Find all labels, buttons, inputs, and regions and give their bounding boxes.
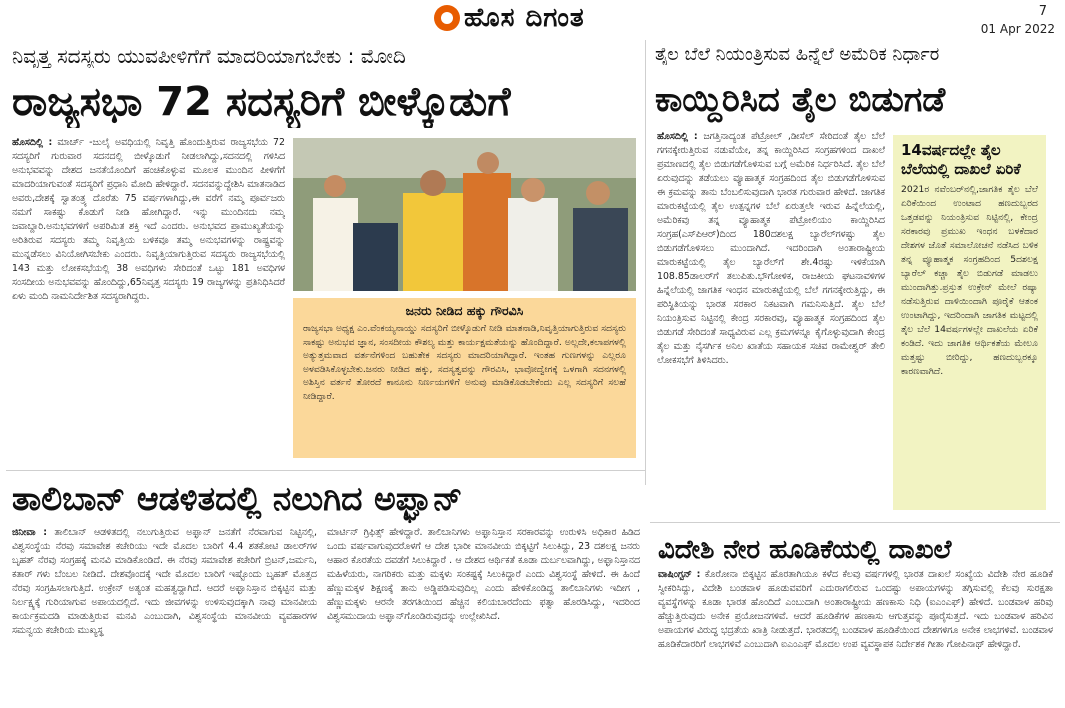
story1-headline: ರಾಜ್ಯಸಭಾ 72 ಸದಸ್ಯರಿಗೆ ಬೀಳ್ಕೊಡುಗೆ	[12, 79, 511, 125]
row-divider	[6, 470, 646, 471]
story1-dateline: ಹೊಸದಿಲ್ಲಿ :	[12, 137, 53, 148]
story2-sidebar-text: 2021ರ ನವೆಂಬರ್‌ನಲ್ಲಿ,ಜಾಗತಿಕ ತೈಲ ಬೆಲೆ ಏರಿಕೆಯಿಂದ ಉಂಟಾದ ಹಣದುಬ್ಬರದ ಒತ್ತಡವನ್ನು ನಿಯಂತ್ರಿಸುವ ನಿಟ್ಟಿನಲ್ಲಿ, ಕೇಂದ್ರ ಸರಕಾರವು ಪ್ರಮುಖ ಇಂಧನ ಬಳಕೆದಾರ ದೇಶಗಳ ಜೊತೆ ಸಮಾಲೋಚನೆ ನಡೆಸಿದ ಬಳಿಕ ತನ್ನ ವ್ಯೂಹಾತ್ಮಕ ಸಂಗ್ರಹದಿಂದ 5ದಶಲಕ್ಷ ಬ್ಯಾರೆಲ್ ಕಚ್ಚಾ ತೈಲ ಬಿಡುಗಡೆ ಮಾಡಲು ಮುಂದಾಗಿತ್ತು.ಪ್ರಸ್ತುತ ಉಕ್ರೇನ್ ಮೇಲೆ ರಷ್ಯಾ ನಡೆಸುತ್ತಿರುವ ದಾಳಿಯಿಂದಾಗಿ ಪೂರೈಕೆ ಆತಂಕ ಉಂಟಾಗಿದ್ದು, ಇದರಿಂದಾಗಿ ಜಾಗತಿಕ ಮಟ್ಟದಲ್ಲಿ ತೈಲ ಬೆಲೆ 14ವರ್ಷಗಳಲ್ಲೇ ದಾಖಲೆಯ ಏರಿಕೆ ಕಂಡಿದೆ. ಇದು ಜಾಗತಿಕ ಆರ್ಥಿಕತೆಯ ಮೇಲೂ ಮತ್ತಷ್ಟು ಬೀರಿದ್ದು, ಹಣದುಬ್ಬರಕ್ಕೂ ಕಾರಣವಾಗಿದೆ.	[901, 184, 1038, 377]
story1-photo	[293, 138, 636, 291]
story2-kicker: ತೈಲ ಬೆಲೆ ನಿಯಂತ್ರಿಸುವ ಹಿನ್ನೆಲೆ ಅಮೆರಿಕ ನಿರ್ಧಾರ	[655, 44, 940, 65]
story1-highlight-box	[293, 298, 636, 458]
story2-sidebar-title: 14ವರ್ಷದಲ್ಲೇ ತೈಲ ಬೆಲೆಯಲ್ಲಿ ದಾಖಲೆ ಏರಿಕೆ	[901, 141, 1021, 178]
story4-headline: ವಿದೇಶಿ ನೇರ ಹೂಡಿಕೆಯಲ್ಲಿ ದಾಖಲೆ	[658, 535, 952, 565]
story3-body-right: ಮಾರ್ಟಿನ್ ಗ್ರಿಫಿತ್ಸ್ ಹೇಳಿದ್ದಾರೆ. ತಾಲಿಬಾನಿಗಳು ಅಫ್ಘಾನಿಸ್ತಾನ ಸರಕಾರವನ್ನು ಉರುಳಿಸಿ ಅಧಿಕಾರ ಹಿಡಿದ ಒಂದು ವರ್ಷವಾಗುವುದರೊಳಗೆ ಆ ದೇಶ ಭಾರೀ ಮಾನವೀಯ ಬಿಕ್ಕಟ್ಟಿಗೆ ಸಿಲುಕಿದ್ದು, 23 ದಶಲಕ್ಷ ಜನರು ಆಹಾರ ಕೊರತೆಯ ದವಡೆಗೆ ಸಿಲುಕಿದ್ದಾರೆ . ಆ ದೇಶದ ಆರ್ಥಿಕತೆ ಕೂಡಾ ದುರ್ಬಲವಾಗಿದ್ದು, ಅಫ್ಘಾನಿಸ್ತಾನದ ಮಹಿಳೆಯರು, ನಾಗರಿಕರು ಮತ್ತು ಮಕ್ಕಳು ಸಂಕಷ್ಟಕ್ಕೆ ಸಿಲುಕಿದ್ದಾರೆ ಎಂದು ವಿಶ್ವಸಂಸ್ಥೆ ಹೇಳಿದೆ. ಈ ಹಿಂದೆ ಹೆಣ್ಣುಮಕ್ಕಳ ಶಿಕ್ಷಣಕ್ಕೆ ತಾನು ಅಡ್ಡಿಪಡಿಸುವುದಿಲ್ಲ ಎಂದು ಹೇಳಿಕೊಂಡಿದ್ದ ತಾಲಿಬಾನಿಗಳು ಇದೀಗ , ಹೆಣ್ಣುಮಕ್ಕಳು ಆರನೇ ತರಗತಿಯಿಂದ ಹೆಚ್ಚಿನ ಕಲಿಯಬಾರದೆಂದು ಫತ್ವಾ ಹೊರಡಿಸಿದ್ದು, ಇದರಿಂದ ವಿಶ್ವಸಮುದಾಯ ಅಫ್ಘಾನ್‌ಗೊಂಡಿರುವುದನ್ನು ಉಲ್ಲೇಖಿಸಿದೆ.	[327, 527, 640, 622]
story4-body-text: ಕೊರೋನಾ ಬಿಕ್ಕಟ್ಟಿನ ಹೊರತಾಗಿಯೂ ಕಳೆದ ಕೆಲವು ವರ್ಷಗಳಲ್ಲಿ ಭಾರತ ದಾಖಲೆ ಸಂಖ್ಯೆಯ ವಿದೇಶಿ ನೇರ ಹೂಡಿಕೆ ಸ್ವೀಕರಿಸಿದ್ದು, ವಿದೇಶಿ ಬಂಡವಾಳ ಹೂಡುವವರಿಗೆ ಎದುರಾಗಲಿರುವ ಒಂದಷ್ಟು ಅಪಾಯಗಳನ್ನು ತಗ್ಗಿಸುವಲ್ಲಿ ಕೆಲವು ಸುರಕ್ಷತಾ ವ್ಯವಸ್ಥೆಗಳನ್ನು ಕೂಡಾ ಭಾರತ ಹೊಂದಿದೆ ಎಂಬುದಾಗಿ ಅಂತಾರಾಷ್ಟ್ರೀಯ ಹಣಕಾಸು ನಿಧಿ (ಐಎಂಎಫ್) ಹೇಳಿದೆ. ಬಂಡವಾಳ ಹರಿವು ಹೆಚ್ಚುತ್ತಿರುವುದು ಅನೇಕ ಪ್ರಯೋಜನಗಳಿವೆ. ಆದರೆ ಹೂಡಿಕೆಗಳ ಹಣಕಾಸು ಆಗುತ್ತವನ್ನು ಪೂರೈಸುತ್ತದೆ. ಇದು ಬಂಡವಾಳ ಹರಿವಿನ ಅಪಾಯಗಳ ವಿರುದ್ಧ ಭದ್ರತೆಯ ಖಾತ್ರಿ ನೀಡುತ್ತದೆ. ಭಾರತದಲ್ಲಿ ಬಂಡವಾಳ ಹೂಡಿಕೆಯಿಂದ ದೇಶಗಳಿಗೂ ಅನೇಕ ಲಾಭಗಳಿವೆ. ಬಂಡವಾಳ ಹೂಡಿಕೆದಾರರಿಗೆ ಲಾಭಗಳಿವೆ ಎಂಬುದಾಗಿ ಐಎಂಎಫ್ ಮೊದಲ ಉಪ ವ್ಯವಸ್ಥಾಪಕ ನಿರ್ದೇಶಕ ಗೀತಾ ಗೋಪಿನಾಥ್ ಹೇಳಿದ್ದಾರೆ.	[658, 569, 1053, 650]
story1-body	[12, 136, 285, 458]
story1-box-text: ರಾಜ್ಯಸಭಾ ಅಧ್ಯಕ್ಷ ಎಂ.ವೆಂಕಯ್ಯನಾಯ್ಡು ಸದಸ್ಯರಿಗೆ ಬೀಳ್ಕೊಡುಗೆ ನೀಡಿ ಮಾತನಾಡಿ,ನಿವೃತ್ತಿಯಾಗುತ್ತಿರುವ ಸದಸ್ಯರು ಸಾಕಷ್ಟು ಅನುಭವ ಜ್ಞಾನ, ಸಂಸದೀಯ ಕೌಶಲ್ಯ ಮತ್ತು ಕಾರ್ಯಕ್ಷಮತೆಯನ್ನು ಹೊಂದಿದ್ದಾರೆ. ಅಲ್ಲದೇ,ಕಲಾಪಗಳಲ್ಲಿ ಅತ್ಯುತ್ತಮವಾದ ವರ್ತನೆಗಳಿಂದ ಬಹುತೇಕ ಸದಸ್ಯರು ಮಾದರಿಯಾಗಿದ್ದಾರೆ. ಇಂತಹ ಗುಣಗಳನ್ನು ಎಲ್ಲರೂ ಅಳವಡಿಸಿಕೊಳ್ಳಬೇಕು.ಜನರು ನೀಡಿದ ಹಕ್ಕು, ಸದಸ್ಯತ್ವವನ್ನು ಗೌರವಿಸಿ, ಭಾವೋದ್ವೇಗಕ್ಕೆ ಒಳಗಾಗಿ ಸದನಗಳಲ್ಲಿ ಅಶಿಸ್ತಿನ ವರ್ತನೆ ತೋರದೆ ಕಾನೂನು ನಿರ್ಣಯಗಳಿಗೆ ಅನುವು ಮಾಡಿಕೊಡಬೇಕೆಂದು ಎಲ್ಲ ಸದಸ್ಯರಿಗೆ ಸಲಹೆ ನೀಡಿದ್ದಾರೆ.	[303, 323, 626, 402]
group-photo-image	[293, 138, 636, 291]
story3-body-left	[12, 526, 317, 702]
sun-logo-icon	[434, 5, 460, 31]
story2-dateline: ಹೊಸದಿಲ್ಲಿ :	[657, 131, 698, 142]
story2-body	[657, 130, 885, 518]
page-number: 7	[1038, 4, 1047, 19]
story2-body-text: ಜಗತ್ತಿನಾದ್ಯಂತ ಪೆಟ್ರೋಲ್ ,ಡೀಸೆಲ್ ಸೇರಿದಂತೆ ತೈಲ ಬೆಲೆ ಗಗನಕ್ಕೇರುತ್ತಿರುವ ನಡುವೆಯೇ, ತನ್ನ ಕಾಯ್ದಿರಿಸಿದ ಸಂಗ್ರಹಗಳಿಂದ ದಾಖಲೆ ಪ್ರಮಾಣದಲ್ಲಿ ತೈಲ ಬಿಡುಗಡೆಗೊಳಿಸುವ ಬಗ್ಗೆ ಅಮೆರಿಕ ನಿರ್ಧರಿಸಿದೆ. ತೈಲ ಬೆಲೆ ಏರುವುದನ್ನು ತಡೆಯಲು ವ್ಯೂಹಾತ್ಮಕ ಸಂಗ್ರಹದಿಂದ ತೈಲ ಬಿಡುಗಡೆಗೊಳಿಸುವ ಈ ಕ್ರಮವನ್ನು ತಾನು ಬೆಂಬಲಿಸುವುದಾಗಿ ಭಾರತ ಗುರುವಾರ ಹೇಳಿದೆ. ಜಾಗತಿಕ ಮಾರುಕಟ್ಟೆಯಲ್ಲಿ ತೈಲ ಉತ್ಪನ್ನಗಳ ಬೆಲೆ ಏರುತ್ತಲೇ ಇರುವ ಹಿನ್ನೆಲೆಯಲ್ಲಿ, ಅಮೆರಿಕವು ತನ್ನ ವ್ಯೂಹಾತ್ಮಕ ಪೆಟ್ರೋಲಿಯಂ ಕಾಯ್ದಿರಿಸಿದ ಸಂಗ್ರಹ(ಎಸ್‌ಪಿಆರ್)ದಿಂದ 180ದಶಲಕ್ಷ ಬ್ಯಾರೆಲ್‌ಗಳಷ್ಟು ತೈಲ ಬಿಡುಗಡೆಗೊಳಿಸಲು ಮುಂದಾಗಿದೆ. ಇದರಿಂದಾಗಿ ಅಂತಾರಾಷ್ಟ್ರೀಯ ಮಾರುಕಟ್ಟೆಯಲ್ಲಿ ತೈಲ ಬ್ಯಾರೆಲ್‌ಗೆ ಶೇ.4ರಷ್ಟು ಇಳಿಕೆಯಾಗಿ 108.85ಡಾಲರ್‌ಗೆ ತಲುಪಿತು.ಭೌಗೋಳಿಕ, ರಾಜಕೀಯ ಘಟನಾವಳಿಗಳ ಹಿನ್ನೆಲೆಯಲ್ಲಿ ಜಾಗತಿಕ ಇಂಧನ ಮಾರುಕಟ್ಟೆಯಲ್ಲಿ ಬೆಲೆ ಗಗನಕ್ಕೇರುತ್ತಿದ್ದು, ಈ ಪರಿಸ್ಥಿತಿಯನ್ನು ಭಾರತ ಸರಕಾರ ನಿಕಟವಾಗಿ ಗಮನಿಸುತ್ತಿದೆ. ತೈಲ ಬೆಲೆ ನಿಯಂತ್ರಿಸುವ ನಿಟ್ಟಿನಲ್ಲಿ ಕೇಂದ್ರ ಸರಕಾರವು, ವ್ಯೂಹಾತ್ಮಕ ಸಂಗ್ರಹದಿಂದ ತೈಲ ಬಿಡುಗಡೆ ಸೇರಿದಂತೆ ಸಾಧ್ಯವಿರುವ ಎಲ್ಲ ಕ್ರಮಗಳನ್ನೂ ಕೈಗೊಳ್ಳುವುದಾಗಿ ಕೇಂದ್ರ ತೈಲ ಮತ್ತು ನೈಸರ್ಗಿಕ ಅನಿಲ ಖಾತೆಯ ಸಹಾಯಕ ಸಚಿವ ರಾಮೇಶ್ವರ್ ತೇಲಿ ಲೋಕಸಭೆಗೆ ತಿಳಿಸಿದರು.	[657, 131, 885, 366]
story4-dateline: ವಾಷಿಂಗ್ಟನ್ :	[658, 569, 701, 580]
story3-headline: ತಾಲಿಬಾನ್ ಆಡಳಿತದಲ್ಲಿ ನಲುಗಿದ ಅಫ್ಘಾನ್	[12, 479, 463, 518]
newspaper-logo	[434, 3, 585, 33]
story3-body-left-text: ತಾಲಿಬಾನ್ ಆಡಳಿತದಲ್ಲಿ ನಲುಗುತ್ತಿರುವ ಅಫ್ಘಾನ್ ಜನತೆಗೆ ನೆರವಾಗುವ ನಿಟ್ಟಿನಲ್ಲಿ, ವಿಶ್ವಸಂಸ್ಥೆಯ ನೆರವು ಸಮಾವೇಶ ಕಚೇರಿಯು ಇದೇ ಮೊದಲ ಬಾರಿಗೆ 4.4 ಶತಕೋಟಿ ಡಾಲರ್‌ಗಳ ಬೃಹತ್ ನೆರವು ಸಂಗ್ರಹಕ್ಕೆ ಮನವಿ ಮಾಡಿಕೊಂಡಿದೆ. ಈ ನೆರವು ಸಮಾವೇಶ ಕಚೇರಿಗೆ ಬ್ರಿಟನ್,ಜರ್ಮನಿ, ಕತಾರ್ ಗಳು ಬೆಂಬಲ ನೀಡಿದೆ. ದೇಶವೊಂದಕ್ಕೆ ಇದೇ ಮೊದಲ ಬಾರಿಗೆ ಇಷ್ಟೊಂದು ಬೃಹತ್ ಮೊತ್ತದ ನೆರವು ಸಂಗ್ರಹಿಸಲಾಗುತ್ತಿದೆ. ಉಕ್ರೇನ್ ಅತ್ಯಂತ ಮಹತ್ವದ್ದಾಗಿದೆ. ಆದರೆ ಅಫ್ಘಾನಿಸ್ತಾನ ಬಿಕ್ಕಟ್ಟಿನ ಮತ್ತು ನಿರ್ಲಕ್ಷ್ಯಕ್ಕೆ ಗುರಿಯಾಗುವ ಅಪಾಯದಲ್ಲಿದೆ. ಇದು ಜೀವಗಳನ್ನು ಉಳಿಸುವುದಕ್ಕಾಗಿ ನಾವು ಮಾನವೀಯ ಕಾರ್ಯಕ್ರಮದಡಿ ಮಾಡುತ್ತಿರುವ ಮನವಿ ಎಂಬುದಾಗಿ, ವಿಶ್ವಸಂಸ್ಥೆಯ ಮಾನವೀಯ ವ್ಯವಹಾರಗಳ ಸಮನ್ವಯ ಕಚೇರಿಯ ಮುಖ್ಯಸ್ಥ	[12, 527, 317, 636]
column-divider	[645, 40, 646, 485]
story2-sidebar	[893, 135, 1046, 510]
story4-body	[658, 568, 1053, 702]
story1-kicker: ನಿವೃತ್ತ ಸದಸ್ಯರು ಯುವಪೀಳಿಗೆಗೆ ಮಾದರಿಯಾಗಬೇಕು : ಮೋದಿ	[12, 44, 406, 68]
logo-text: ಹೊಸ ದಿಗಂತ	[464, 2, 585, 33]
story2-headline: ಕಾಯ್ದಿರಿಸಿದ ತೈಲ ಬಿಡುಗಡೆ	[655, 80, 946, 120]
row-divider	[650, 522, 1060, 523]
story3-dateline: ಜಿನೀವಾ :	[12, 527, 47, 538]
masthead	[0, 0, 1065, 38]
issue-date: 01 Apr 2022	[980, 22, 1055, 36]
story1-box-title: ಜನರು ನೀಡಿದ ಹಕ್ಕು ಗೌರವಿಸಿ	[405, 303, 524, 318]
story1-body-text: ಮಾರ್ಚ್ -ಜುಲೈ ಅವಧಿಯಲ್ಲಿ ನಿವೃತ್ತಿ ಹೊಂದುತ್ತಿರುವ ರಾಜ್ಯಸಭೆಯ 72 ಸದಸ್ಯರಿಗೆ ಗುರುವಾರ ಸದನದಲ್ಲಿ ಬೀಳ್ಕೊಡುಗೆ ನೀಡಲಾಗಿದ್ದು,ಸದನದಲ್ಲಿ ಗಳಿಸಿದ ಅನುಭವವನ್ನು ದೇಶದ ಜನತೆಯೊಂದಿಗೆ ಹಂಚಿಕೊಳ್ಳುವ ಮೂಲಕ ಮುಂದಿನ ಪೀಳಿಗೆಗೆ ಮಾದರಿಯಾಗುವಂತೆ ಸದಸ್ಯರಿಗೆ ಪ್ರಧಾನಿ ಮೋದಿ ಹೇಳಿದ್ದಾರೆ. ಸದನವನ್ನುದ್ದೇಶಿಸಿ ಮಾತನಾಡಿದ ಅವರು,ದೇಶಕ್ಕೆ ಸ್ವಾತಂತ್ರ್ಯ ದೊರೆತು 75 ವರ್ಷಗಳಾಗಿದ್ದು,ಈ ವರೆಗೆ ನಮ್ಮ ಪೂರ್ವಜರು ನಮಗೆ ಸಾಕಷ್ಟು ಕೊಡುಗೆ ನೀಡಿ ಹೋಗಿದ್ದಾರೆ. ಇನ್ನು ಮುಂದಿನದು ನಮ್ಮ ಜವಾಬ್ದಾರಿ.ಅನುಭವಗಳಿಗೆ ಅಪರಿಮಿತ ಶಕ್ತಿ ಇದೆ ಎಂದರು. ಅನುಭವದ ಪ್ರಾಮುಖ್ಯತೆಯನ್ನು ಅರಿತಿರುವ ಸದಸ್ಯರು ತಮ್ಮ ನಿವೃತ್ತಿಯ ಬಳಿಕವೂ ತಮ್ಮ ಅನುಭವಗಳನ್ನು ರಾಷ್ಟ್ರವನ್ನು ಮುನ್ನಡೆಸಲು ವಿನಿಯೋಗಿಸಬೇಕು ಎಂದರು. ನಿವೃತ್ತಿಯಾಗುತ್ತಿರುವ ಸದಸ್ಯರು ರಾಜ್ಯಸಭೆಯಲ್ಲಿ 143 ಮತ್ತು ಲೋಕಸಭೆಯಲ್ಲಿ 38 ಅವಧಿಗಳು ಸೇರಿದಂತೆ ಒಟ್ಟು 181 ಅವಧಿಗಳ ಸಂಸದೀಯ ಅನುಭವವನ್ನು ಹೊಂದಿದ್ದು,65ನಿವೃತ್ತ ಸದಸ್ಯರು 19 ರಾಜ್ಯಗಳನ್ನು ಪ್ರತಿನಿಧಿಸಿದರೆ ಏಳು ಮಂದಿ ನಾಮನಿರ್ದೇಶಿತ ಸದಸ್ಯರಾಗಿದ್ದರು.	[12, 137, 285, 302]
